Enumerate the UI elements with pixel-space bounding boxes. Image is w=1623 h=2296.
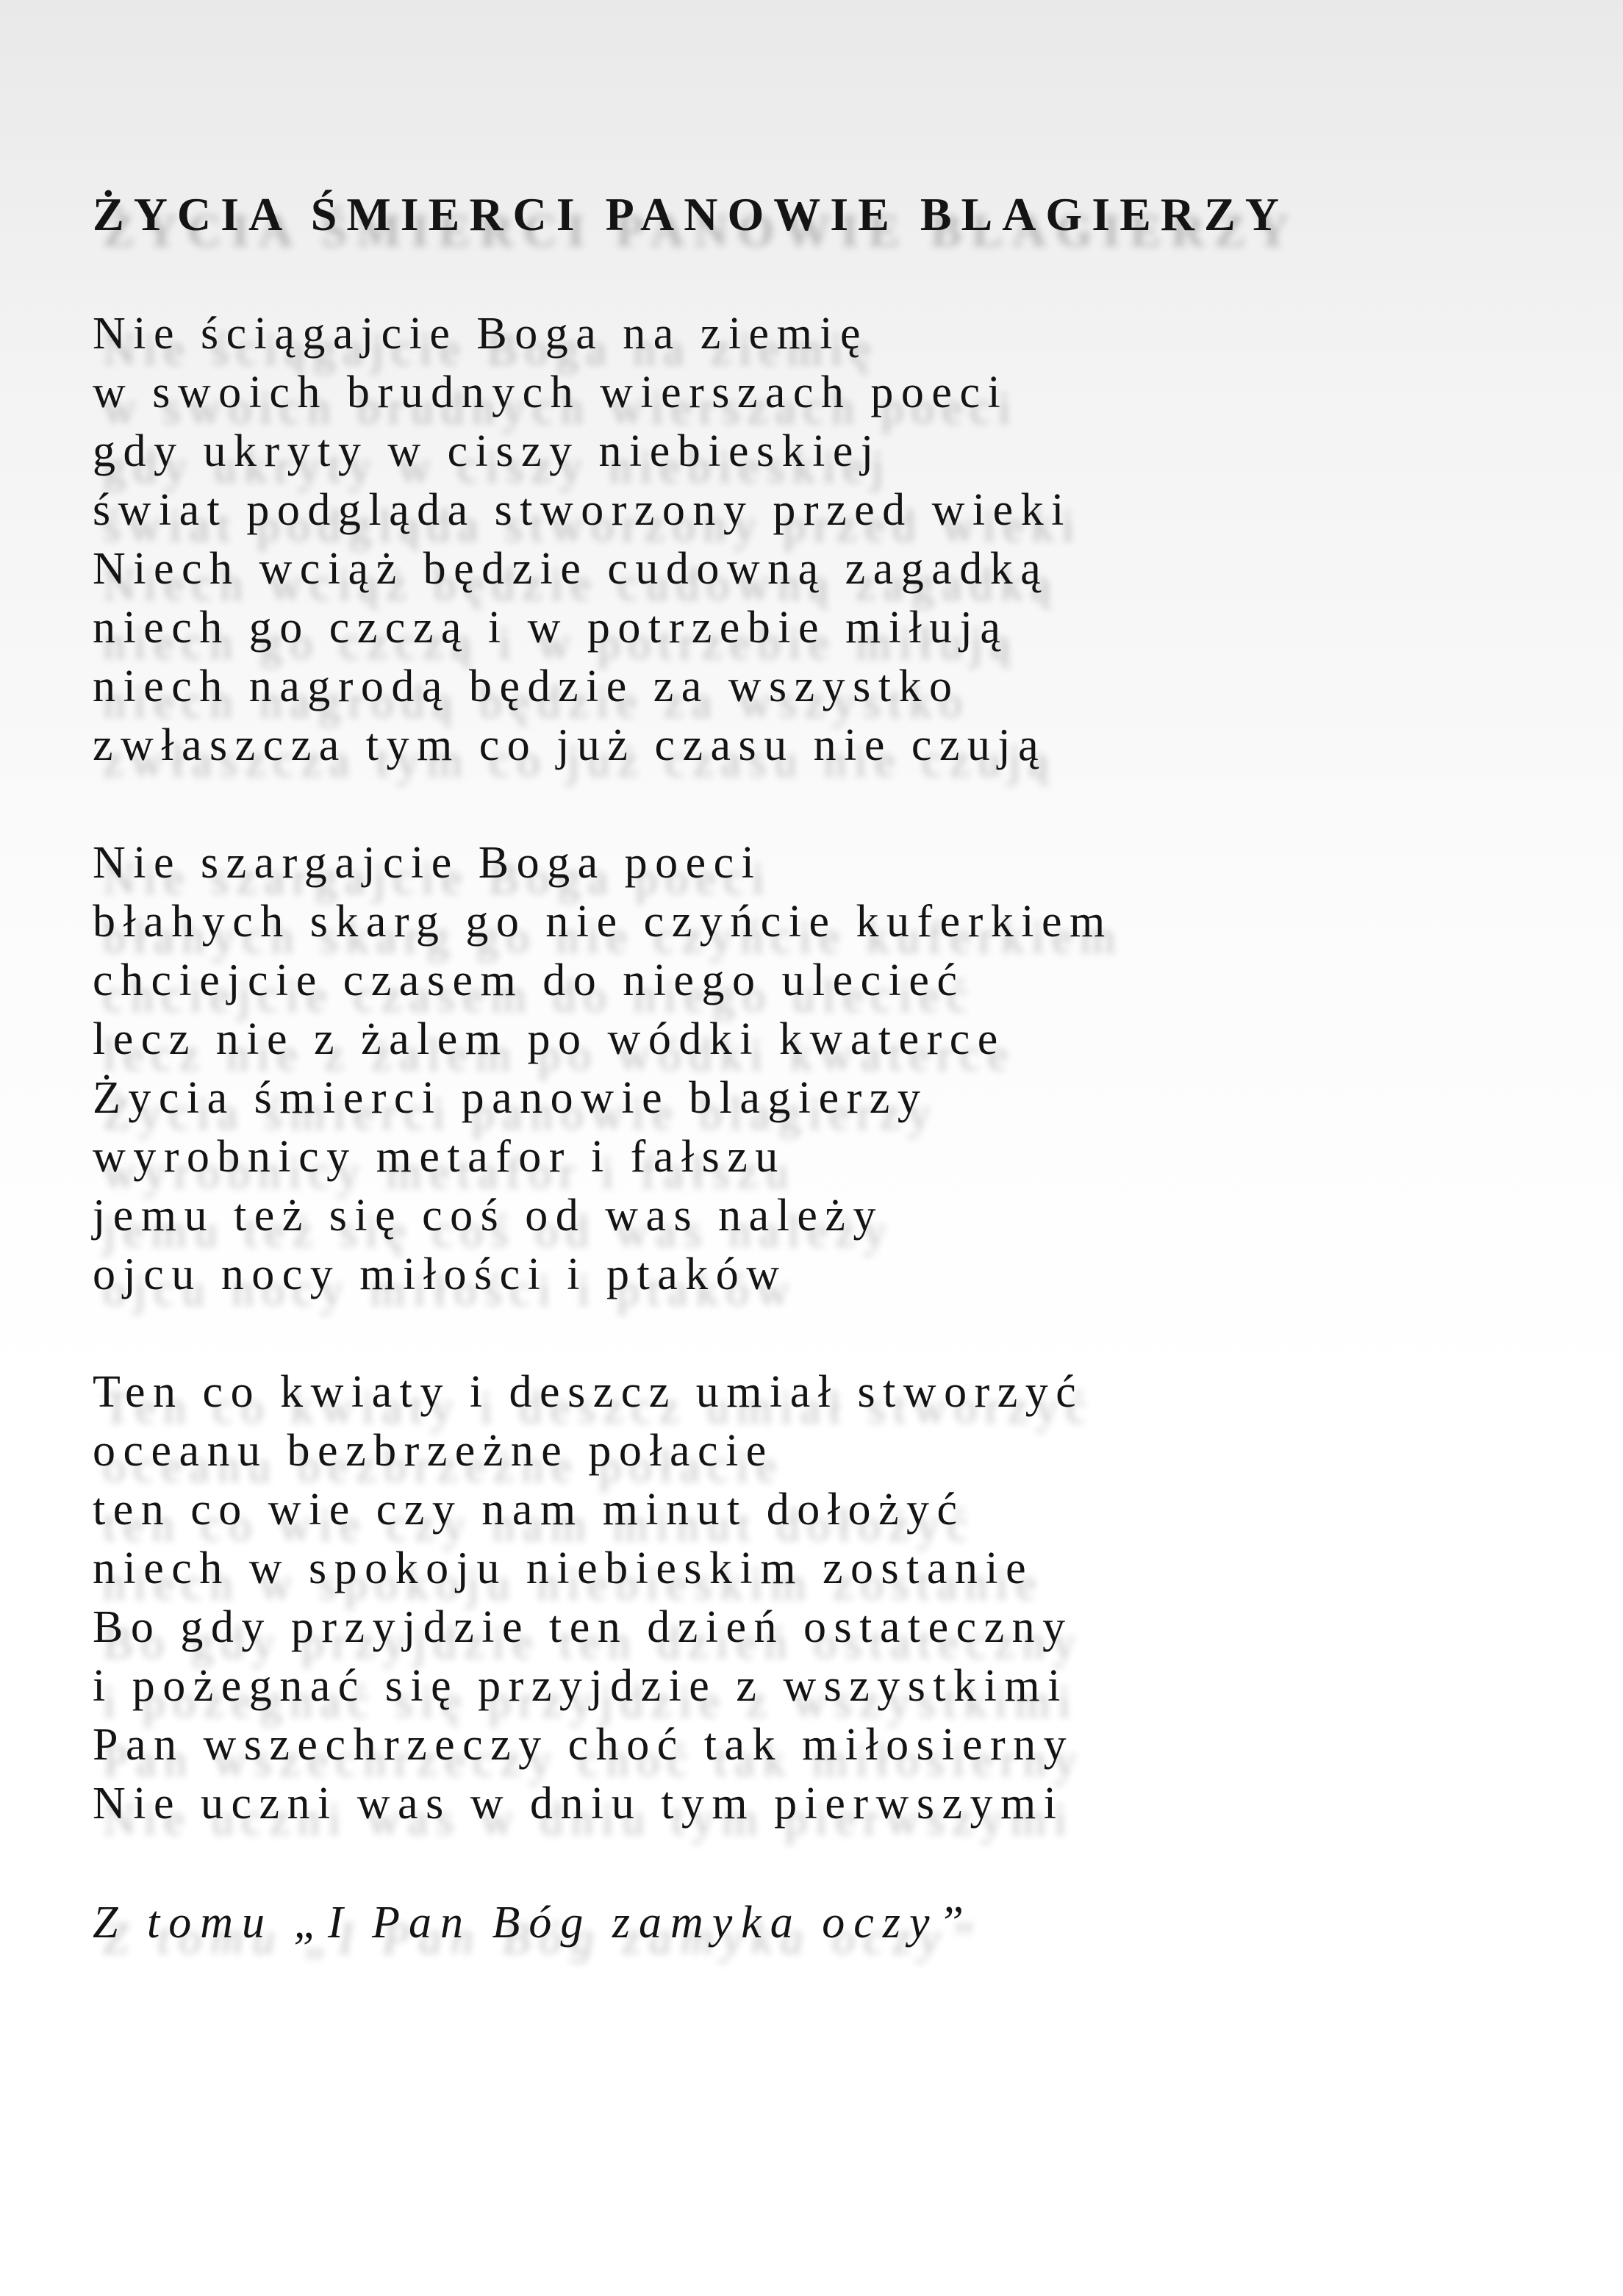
poem-line: wyrobnicy metafor i fałszu (93, 1132, 786, 1182)
poem-line: ojcu nocy miłości i ptaków (93, 1249, 787, 1299)
poem-line: Nie uczni was w dniu tym pierwszymi (93, 1779, 1064, 1829)
poem-line: Nie szargajcie Boga poeci (93, 838, 762, 888)
poem-line: Bo gdy przyjdzie ten dzień ostateczny (93, 1602, 1073, 1652)
stanza-3 (93, 1363, 1083, 1833)
stanza-2 (93, 833, 1113, 1304)
poem-line: niech w spokoju niebieskim zostanie (93, 1543, 1034, 1593)
poem-line: jemu też się coś od was należy (93, 1191, 884, 1241)
poem-line: Życia śmierci panowie blagierzy (93, 1073, 928, 1123)
poem-line: Pan wszechrzeczy choć tak miłosierny (93, 1720, 1075, 1770)
poem-line: błahych skarg go nie czyńcie kuferkiem (93, 897, 1113, 947)
poem-title: ŻYCIA ŚMIERCI PANOWIE BLAGIERZY (93, 188, 1289, 240)
poem-line: i pożegnać się przyjdzie z wszystkimi (93, 1661, 1068, 1711)
poem-line: świat podgląda stworzony przed wieki (93, 485, 1072, 535)
poem-line: chciejcie czasem do niego ulecieć (93, 955, 965, 1005)
poem-line: gdy ukryty w ciszy niebieskiej (93, 426, 881, 476)
poem-line: ten co wie czy nam minut dołożyć (93, 1485, 965, 1535)
poem-line: niech nagrodą będzie za wszystko (93, 661, 960, 711)
poem-line: w swoich brudnych wierszach poeci (93, 367, 1008, 417)
poem-line: Nie ściągajcie Boga na ziemię (93, 309, 869, 359)
poem-line: niech go czczą i w potrzebie miłują (93, 603, 1008, 653)
poem-line: zwłaszcza tym co już czasu nie czują (93, 720, 1047, 770)
source-attribution: Z tomu „I Pan Bóg zamyka oczy” (93, 1898, 972, 1948)
stanza-1 (93, 304, 1072, 775)
poem-line: Niech wciąż będzie cudowną zagadką (93, 544, 1049, 594)
poem-line: Ten co kwiaty i deszcz umiał stworzyć (93, 1367, 1084, 1417)
poem-line: lecz nie z żalem po wódki kwaterce (93, 1014, 1006, 1064)
poem-line: oceanu bezbrzeżne połacie (93, 1426, 774, 1476)
